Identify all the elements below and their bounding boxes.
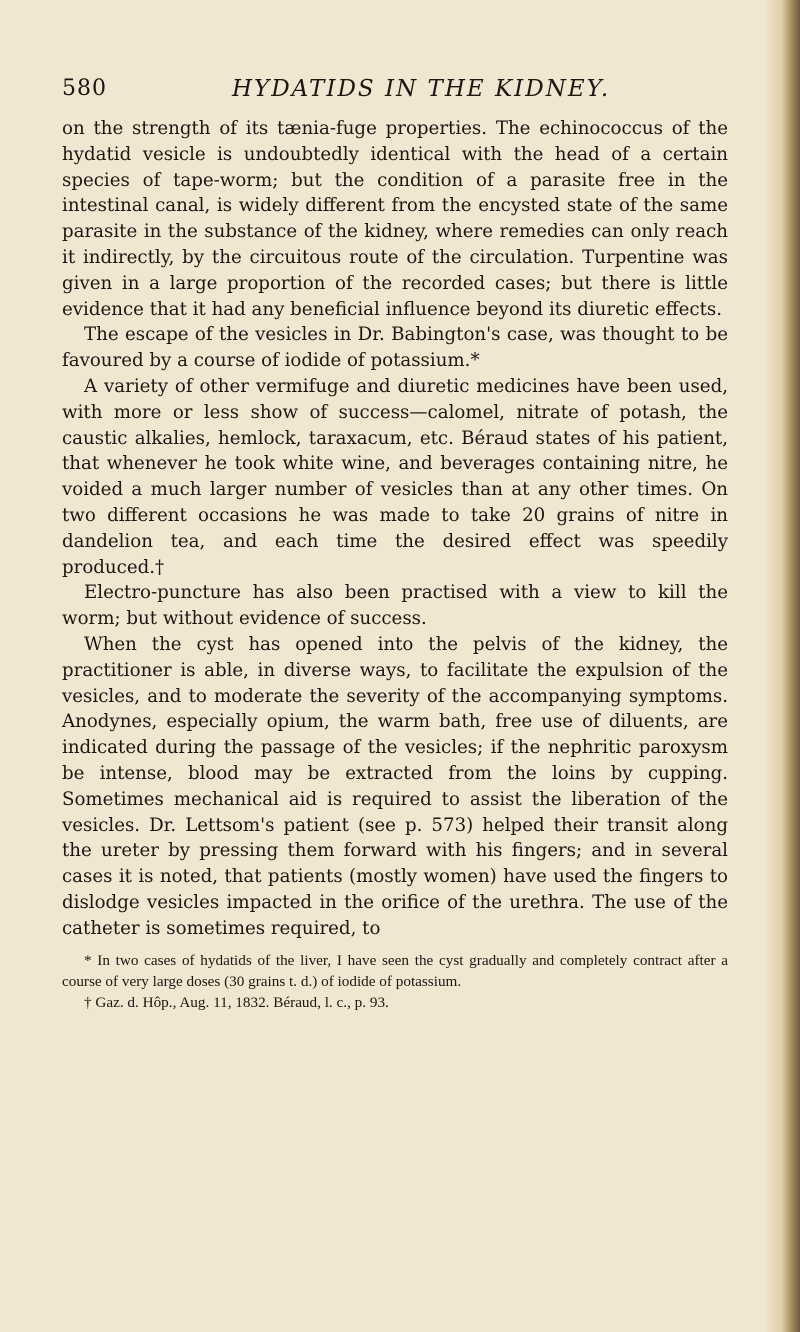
paragraph: The escape of the vesicles in Dr. Babington's case, was thought to be favoured by a course of iodide of potassium.* xyxy=(62,324,728,372)
book-page xyxy=(62,76,728,1013)
running-title: HYDATIDS IN THE KIDNEY. xyxy=(232,76,611,102)
paragraph: A variety of other vermifuge and diuretic medicines have been used, with more or less show of success—calomel, nitrate of potash, the caustic alkalies, hemlock, taraxacum, etc. Béraud states of his patient, that whenever he took white wine, and beverages containing nitre, he voided a much larger number of vesicles than at any other times. On two different occasions he was made to take 20 grains of nitre in dandelion tea, and each time the desired effect was speedily produced.† xyxy=(62,375,728,578)
running-head xyxy=(62,76,728,116)
footnote: † Gaz. d. Hôp., Aug. 11, 1832. Béraud, l. c., p. 93. xyxy=(84,993,389,1011)
footnotes xyxy=(62,950,728,1013)
paragraph: Electro-puncture has also been practised with a view to kill the worm; but without evidence of success. xyxy=(62,582,728,630)
footnote: * In two cases of hydatids of the liver, I have seen the cyst gradually and completely contract after a course of very large doses (30 grains t. d.) of iodide of potassium. xyxy=(62,951,728,990)
page-edge-shadow xyxy=(766,0,800,1332)
body-text xyxy=(62,116,728,942)
paragraph: on the strength of its tænia-fuge properties. The echinococcus of the hydatid vesicle is undoubtedly identical with the head of a certain species of tape-worm; but the condition of a parasite free in the intestinal canal, is widely different from the encysted state of the same parasite in the substance of the kidney, where remedies can only reach it indirectly, by the circuitous route of the circulation. Turpentine was given in a large proportion of the recorded cases; but there is little evidence that it had any beneficial influence beyond its diuretic effects. xyxy=(62,118,728,320)
paragraph: When the cyst has opened into the pelvis of the kidney, the practitioner is able, in diverse ways, to facilitate the expulsion of the vesicles, and to moderate the severity of the accompanying symptoms. Anodynes, especially opium, the warm bath, free use of diluents, are indicated during the passage of the vesicles; if the nephritic paroxysm be intense, blood may be extracted from the loins by cupping. Sometimes mechanical aid is required to assist the liberation of the vesicles. Dr. Lettsom's patient (see p. 573) helped their transit along the ureter by pressing them forward with his fingers; and in several cases it is noted, that patients (mostly women) have used the fingers to dislodge vesicles impacted in the orifice of the urethra. The use of the catheter is sometimes required, to xyxy=(62,633,728,939)
page-number: 580 xyxy=(62,76,107,101)
